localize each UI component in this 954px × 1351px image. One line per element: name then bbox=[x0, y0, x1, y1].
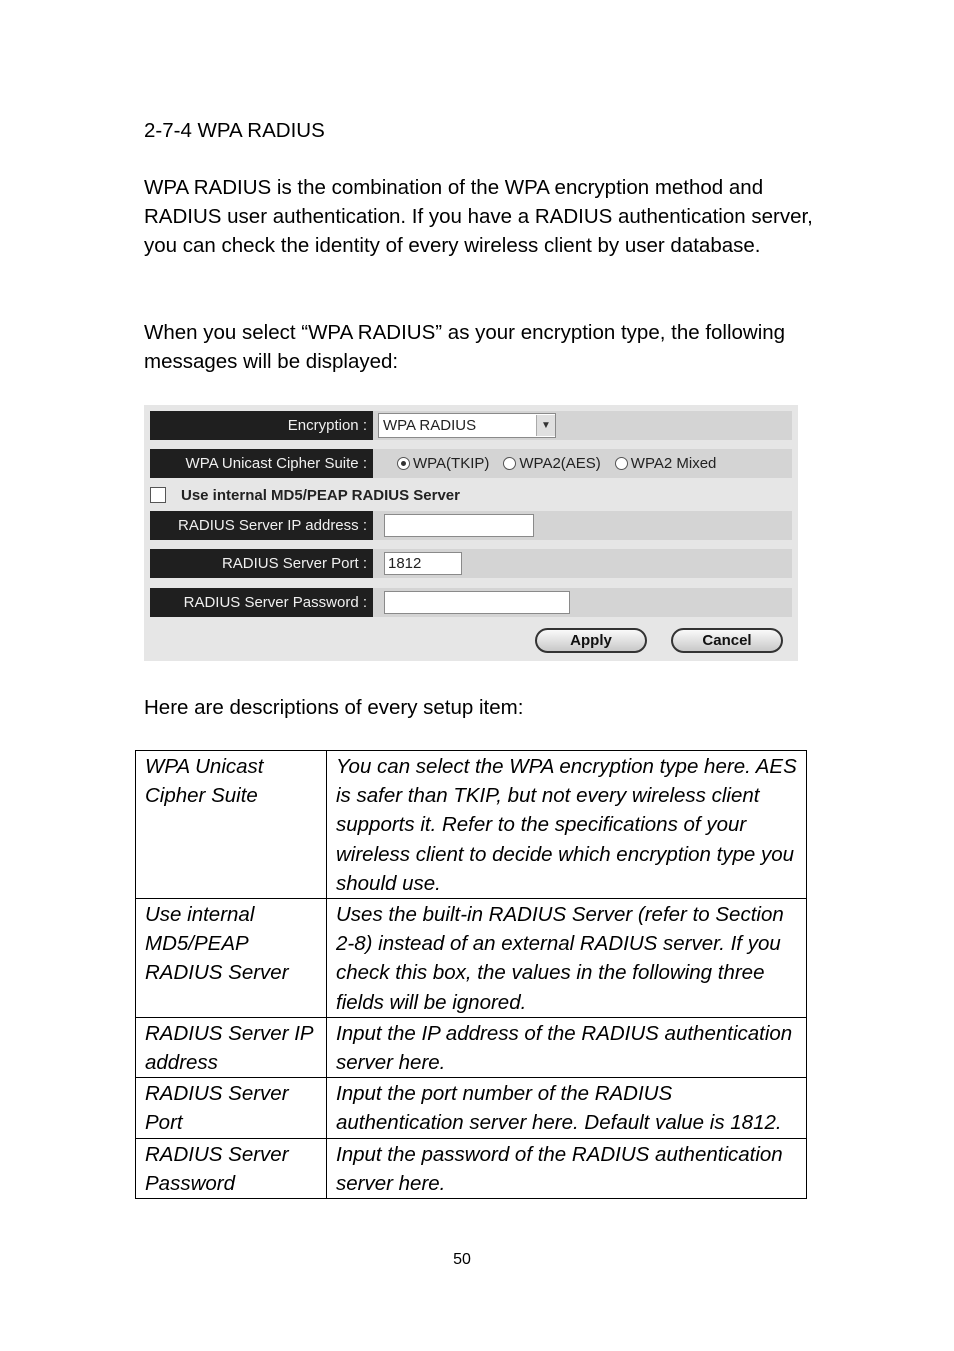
ip-row bbox=[150, 511, 792, 540]
table-row bbox=[136, 1078, 807, 1138]
internal-server-label: Use internal MD5/PEAP RADIUS Server bbox=[181, 486, 460, 504]
encryption-label: Encryption : bbox=[150, 411, 373, 440]
settings-screenshot bbox=[144, 405, 798, 661]
select-paragraph: When you select “WPA RADIUS” as your encryption type, the following messages will be displayed: bbox=[144, 321, 786, 373]
password-row bbox=[150, 588, 792, 617]
internal-server-row bbox=[150, 484, 460, 506]
cipher-radio-tkip[interactable] bbox=[397, 455, 489, 472]
radio-empty-icon bbox=[615, 457, 628, 470]
item-description-cell: Input the password of the RADIUS authentication server here. bbox=[327, 1138, 807, 1198]
radio-empty-icon bbox=[503, 457, 516, 470]
item-name-cell: RADIUS Server Port bbox=[136, 1078, 327, 1138]
encryption-select[interactable] bbox=[378, 413, 556, 438]
cipher-option-label: WPA(TKIP) bbox=[413, 455, 490, 472]
password-label: RADIUS Server Password : bbox=[150, 588, 373, 617]
encryption-select-value: WPA RADIUS bbox=[383, 417, 477, 434]
table-row bbox=[136, 1017, 807, 1077]
cipher-option-label: WPA2(AES) bbox=[519, 455, 601, 472]
cipher-row bbox=[150, 449, 792, 478]
internal-server-checkbox[interactable] bbox=[150, 487, 166, 503]
description-table bbox=[135, 750, 807, 1199]
table-row bbox=[136, 751, 807, 899]
cipher-radio-mixed[interactable] bbox=[615, 455, 717, 472]
item-name-cell: WPA Unicast Cipher Suite bbox=[136, 751, 327, 899]
password-input[interactable] bbox=[384, 591, 570, 614]
item-description-cell: Uses the built-in RADIUS Server (refer to Section 2-8) instead of an external RADIUS server. If you check this box, the values in the following three fields will be ignored. bbox=[327, 899, 807, 1018]
cipher-radio-aes[interactable] bbox=[503, 455, 600, 472]
port-input[interactable]: 1812 bbox=[384, 552, 462, 575]
cipher-option-label: WPA2 Mixed bbox=[630, 455, 717, 472]
port-label: RADIUS Server Port : bbox=[150, 549, 373, 578]
descriptions-intro: Here are descriptions of every setup item: bbox=[144, 696, 524, 719]
section-title: 2-7-4 WPA RADIUS bbox=[144, 119, 325, 142]
item-description-cell: You can select the WPA encryption type here. AES is safer than TKIP, but not every wireless client supports it. Refer to the specifications of your wireless client to decide which encryption type you should use. bbox=[327, 751, 807, 899]
item-name-cell: Use internal MD5/PEAP RADIUS Server bbox=[136, 899, 327, 1018]
table-row bbox=[136, 1138, 807, 1198]
ip-address-input[interactable] bbox=[384, 514, 534, 537]
chevron-down-icon: ▼ bbox=[536, 415, 555, 436]
intro-paragraph: WPA RADIUS is the combination of the WPA encryption method and RADIUS user authentication. If you have a RADIUS authentication server, you can check the identity of every wireless client by user database. bbox=[144, 176, 813, 257]
radio-selected-icon bbox=[397, 457, 410, 470]
cancel-button[interactable]: Cancel bbox=[671, 628, 783, 653]
item-name-cell: RADIUS Server IP address bbox=[136, 1017, 327, 1077]
item-name-cell: RADIUS Server Password bbox=[136, 1138, 327, 1198]
cipher-label: WPA Unicast Cipher Suite : bbox=[150, 449, 373, 478]
table-row bbox=[136, 899, 807, 1018]
port-row bbox=[150, 549, 792, 578]
item-description-cell: Input the IP address of the RADIUS authentication server here. bbox=[327, 1017, 807, 1077]
apply-button[interactable]: Apply bbox=[535, 628, 647, 653]
item-description-cell: Input the port number of the RADIUS authentication server here. Default value is 1812. bbox=[327, 1078, 807, 1138]
page-number: 50 bbox=[453, 1251, 471, 1268]
encryption-row bbox=[150, 411, 792, 440]
ip-label: RADIUS Server IP address : bbox=[150, 511, 373, 540]
